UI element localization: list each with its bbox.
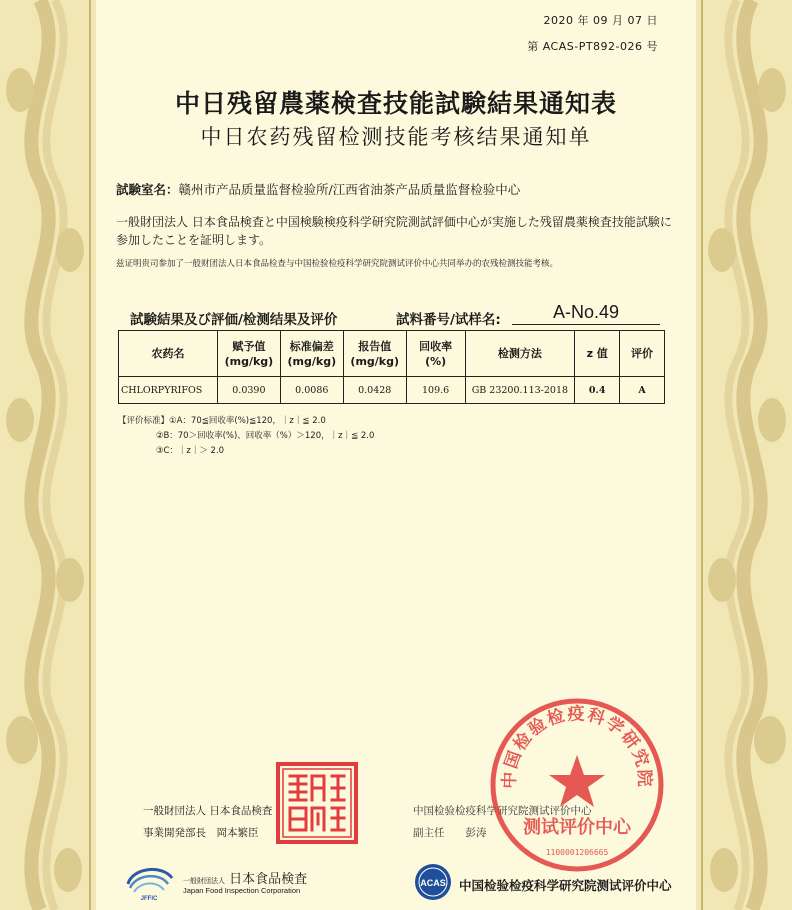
cn-person: 副主任 彭涛 [413, 827, 487, 839]
jffic-logo-label: JFFIC [140, 896, 158, 902]
cell-std-dev: 0.0086 [280, 377, 343, 404]
table-header-row [119, 331, 665, 377]
cn-seal-stamp [489, 697, 665, 873]
column-header-z: z 值 [575, 331, 620, 377]
cell-z: 0.4 [575, 377, 620, 404]
cell-recovery: 109.6 [406, 377, 465, 404]
cell-method: GB 23200.113-2018 [465, 377, 575, 404]
signatory-japanese [143, 800, 272, 844]
cn-seal-number: 1100001206665 [545, 848, 609, 857]
column-header-method: 检测方法 [465, 331, 575, 377]
results-table [118, 330, 665, 404]
sample-number: A-No.49 [512, 302, 660, 325]
jp-seal-stamp [276, 762, 358, 844]
jp-person: 事業開発部長 岡本繁臣 [143, 827, 259, 839]
jffic-english: Japan Food Inspection Corporation [183, 886, 301, 895]
criteria-c: ③C：｜z｜＞ 2.0 [118, 446, 225, 456]
column-header-pesticide: 农药名 [119, 331, 218, 377]
jffic-logo-icon [122, 862, 176, 902]
statement-japanese: 一般財団法人 日本食品検査と中国検験検疫科学研究院測試評価中心が実施した残留農薬検査技能試験に参加したことを証明します。 [116, 215, 672, 247]
laboratory-label: 試験室名： [116, 182, 179, 197]
laboratory-value: 赣州市产品质量监督检验所/江西省油茶产品质量监督检验中心 [178, 182, 521, 197]
criteria-a: 【评价标准】①A：70≦回收率(%)≦120，｜z｜≦ 2.0 [118, 416, 326, 426]
column-header-assigned: 赋予值 (mg/kg) [217, 331, 280, 377]
jffic-name-text: 日本食品検査 [229, 872, 308, 887]
criteria-b: ②B：70＞回收率(%)、回收率（%）＞120，｜z｜≦ 2.0 [118, 431, 375, 441]
table-row [119, 377, 665, 404]
cell-rating: A [620, 377, 665, 404]
title-chinese: 中日农药残留检测技能考核结果通知单 [200, 125, 592, 149]
column-header-recovery: 回收率 (%) [406, 331, 465, 377]
jffic-prefix: 一般財団法人 [183, 877, 225, 885]
evaluation-criteria [118, 414, 374, 459]
cn-seal-ring-text: 中国检验检疫科学研究院 [499, 704, 655, 789]
cell-pesticide: CHLORPYRIFOS [119, 377, 218, 404]
statement-chinese: 兹证明贵司参加了一般财团法人日本食品检查与中国检验检疫科学研究院测试评价中心共同举办的农残检测技能考核。 [116, 259, 559, 269]
column-header-rating: 评价 [620, 331, 665, 377]
acas-logo-icon [413, 862, 453, 902]
certificate-number: 第 ACAS-PT892-026 号 [527, 40, 658, 53]
cn-org-name: 中国检验检疫科学研究院测试评价中心 [413, 805, 592, 817]
issue-date: 2020 年 09 月 07 日 [543, 14, 658, 27]
sample-heading: 試料番号/试样名: [396, 312, 501, 328]
acas-name: 中国检验检疫科学研究院测试评价中心 [459, 878, 672, 893]
laboratory-name [116, 180, 520, 198]
jp-org-name: 一般財団法人 日本食品検査 [143, 805, 273, 817]
column-header-reported: 报告值 (mg/kg) [343, 331, 406, 377]
jffic-name [183, 868, 307, 887]
cell-reported: 0.0428 [343, 377, 406, 404]
cn-seal-inner-text: 测试评价中心 [523, 817, 631, 838]
column-header-std-dev: 标准偏差 (mg/kg) [280, 331, 343, 377]
cell-assigned: 0.0390 [217, 377, 280, 404]
results-section-heading: 試験結果及び評価/检测结果及评价 [130, 312, 338, 328]
title-japanese: 中日残留農薬検査技能試験結果通知表 [174, 89, 617, 118]
acas-logo-label: ACAS [420, 878, 446, 888]
